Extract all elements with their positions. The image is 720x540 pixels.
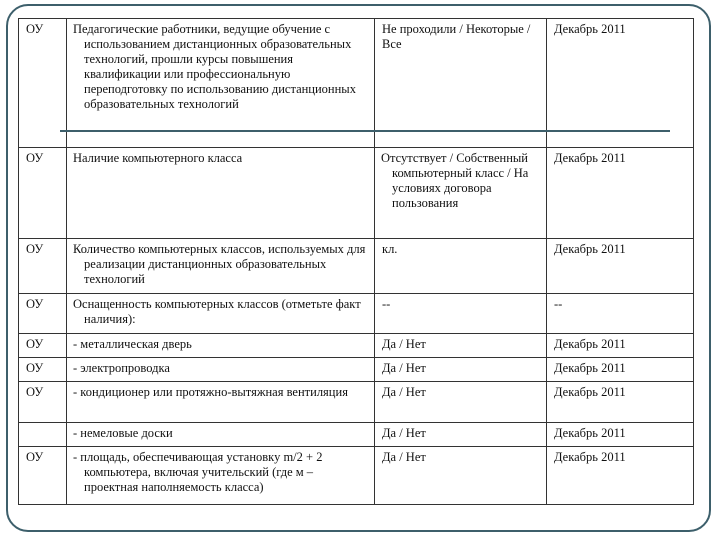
- monitoring-table: [18, 18, 694, 505]
- value-cell: Да / Нет: [375, 358, 547, 382]
- value-cell: --: [375, 294, 547, 334]
- level-cell: ОУ: [19, 334, 67, 358]
- date-cell: Декабрь 2011: [547, 382, 694, 423]
- table-row: [19, 239, 694, 294]
- indicator-cell: - кондиционер или протяжно-вытяжная вентиляция: [67, 382, 375, 423]
- value-cell: Да / Нет: [375, 334, 547, 358]
- level-cell: [19, 423, 67, 447]
- date-cell: Декабрь 2011: [547, 334, 694, 358]
- indicator-cell: - немеловые доски: [67, 423, 375, 447]
- table-row: [19, 294, 694, 334]
- level-cell: ОУ: [19, 294, 67, 334]
- level-cell: ОУ: [19, 358, 67, 382]
- date-cell: Декабрь 2011: [547, 148, 694, 239]
- value-cell: Не проходили / Некоторые / Все: [375, 19, 547, 148]
- table-row: [19, 148, 694, 239]
- indicator-cell: - электропроводка: [67, 358, 375, 382]
- value-cell: Да / Нет: [375, 423, 547, 447]
- value-cell: Отсутствует / Собственный компьютерный класс / На условиях договора пользования: [375, 148, 547, 239]
- date-cell: Декабрь 2011: [547, 239, 694, 294]
- indicator-cell: Педагогические работники, ведущие обучение с использованием дистанционных образовательных технологий, прошли курсы повышения квалификации или профессиональную переподготовку по использованию дистанционных образовательных технологий: [67, 19, 375, 148]
- table-row: [19, 382, 694, 423]
- table-row: [19, 19, 694, 148]
- table-row: [19, 423, 694, 447]
- level-cell: ОУ: [19, 148, 67, 239]
- level-cell: ОУ: [19, 382, 67, 423]
- value-cell: кл.: [375, 239, 547, 294]
- table-row: [19, 358, 694, 382]
- value-cell: Да / Нет: [375, 382, 547, 423]
- value-cell: Да / Нет: [375, 447, 547, 505]
- indicator-cell: Количество компьютерных классов, используемых для реализации дистанционных образовательных технологий: [67, 239, 375, 294]
- date-cell: Декабрь 2011: [547, 423, 694, 447]
- decorative-divider-line: [60, 130, 670, 132]
- date-cell: Декабрь 2011: [547, 19, 694, 148]
- indicator-cell: Оснащенность компьютерных классов (отметьте факт наличия):: [67, 294, 375, 334]
- table-row: [19, 334, 694, 358]
- table-row: [19, 447, 694, 505]
- date-cell: Декабрь 2011: [547, 358, 694, 382]
- level-cell: ОУ: [19, 19, 67, 148]
- date-cell: Декабрь 2011: [547, 447, 694, 505]
- indicator-cell: Наличие компьютерного класса: [67, 148, 375, 239]
- level-cell: ОУ: [19, 239, 67, 294]
- date-cell: --: [547, 294, 694, 334]
- indicator-cell: - металлическая дверь: [67, 334, 375, 358]
- indicator-cell: - площадь, обеспечивающая установку m/2 + 2 компьютера, включая учительский (где м – проектная наполняемость класса): [67, 447, 375, 505]
- level-cell: ОУ: [19, 447, 67, 505]
